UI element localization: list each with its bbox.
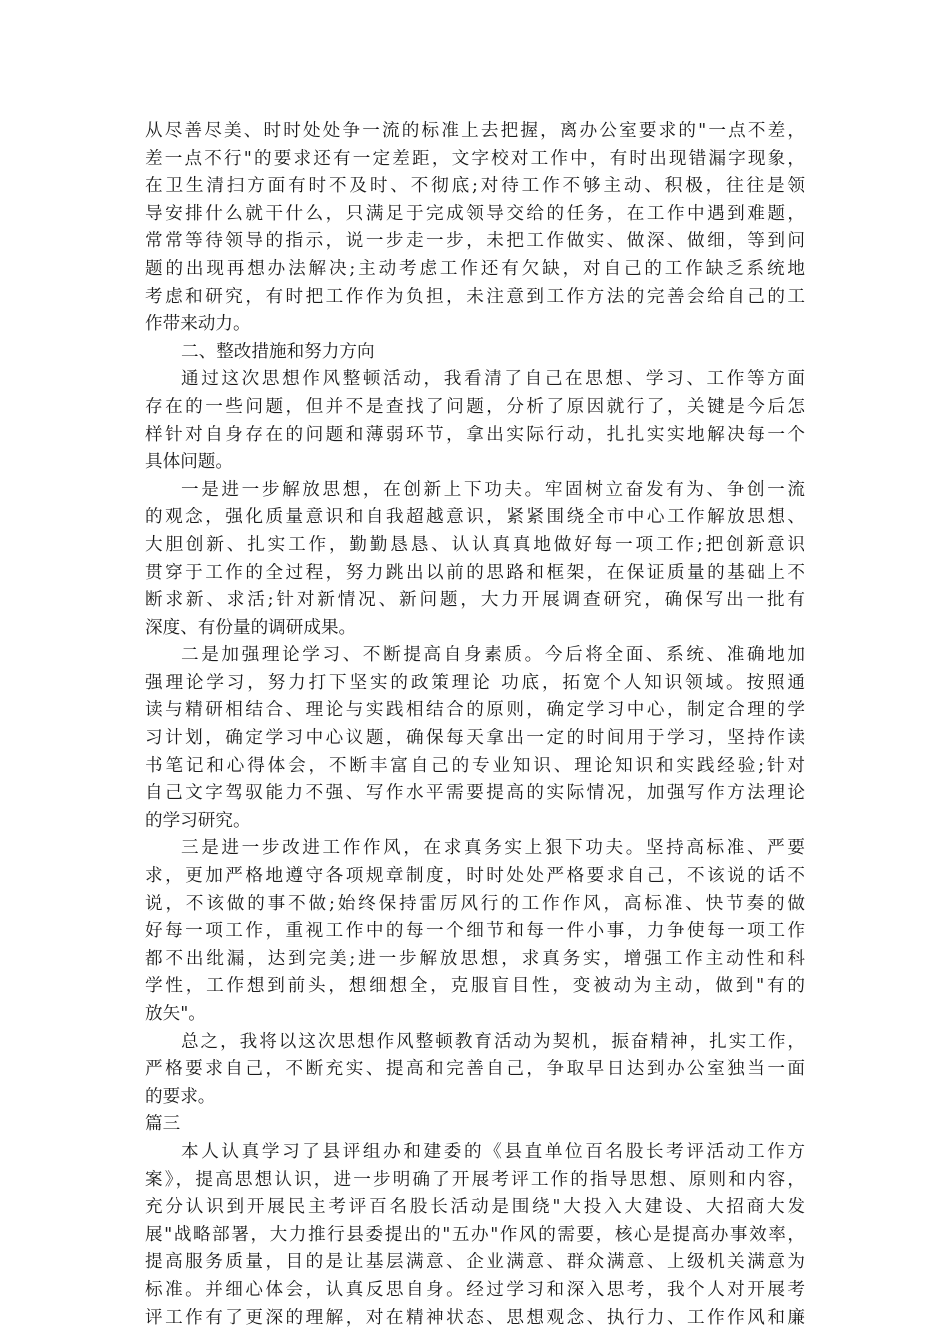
text-line: 书笔记和心得体会，不断丰富自己的专业知识、理论知识和实践经验;针对 (145, 755, 805, 776)
text-line: 习计划，确定学习中心议题，确保每天拿出一定的时间用于学习，坚持作读 (145, 728, 805, 749)
text-line: 评工作有了更深的理解，对在精神状态、思想观念、执行力、工作作风和廉 (145, 1307, 805, 1328)
text-line: 强理论学习，努力打下坚实的政策理论 功底，拓宽个人知识领域。按照通 (145, 672, 805, 693)
text-line: 总之，我将以这次思想作风整顿教育活动为契机，振奋精神，扎实工作， (181, 1031, 805, 1052)
text-line: 的学习研究。 (145, 810, 251, 831)
paragraph (145, 1139, 805, 1332)
text-line: 大胆创新、扎实工作，勤勤恳恳、认认真真地做好每一项工作;把创新意识 (145, 534, 805, 555)
paragraph (145, 477, 805, 643)
text-line: 深度、有份量的调研成果。 (145, 617, 357, 638)
text-line: 从尽善尽美、时时处处争一流的标准上去把握，离办公室要求的"一点不差， (145, 121, 805, 141)
text-line: 学性，工作想到前头，想细想全，克服盲目性，变被动为主动，做到"有的 (145, 976, 805, 997)
section-title (145, 1111, 805, 1139)
text-line: 的要求。 (145, 1086, 216, 1107)
text-line: 案》，提高思想认识，进一步明确了开展考评工作的指导思想、原则和内容， (145, 1169, 805, 1190)
document-page (145, 118, 805, 1332)
paragraph (145, 366, 805, 476)
text-line: 一是进一步解放思想，在创新上下功夫。牢固树立奋发有为、争创一流 (181, 479, 805, 500)
text-line: 本人认真学习了县评组办和建委的《县直单位百名股长考评活动工作方 (181, 1141, 805, 1162)
paragraph (145, 642, 805, 835)
section-heading (145, 339, 805, 367)
text-line: 说，不该做的事不做;始终保持雷厉风行的工作作风，高标准、快节奏的做 (145, 893, 805, 914)
text-line: 贯穿于工作的全过程，努力跳出以前的思路和框架，在保证质量的基础上不 (145, 562, 805, 583)
paragraph (145, 835, 805, 1028)
text-line: 篇三 (145, 1114, 181, 1135)
text-line: 三是进一步改进工作作风，在求真务实上狠下功夫。坚持高标准、严要 (181, 838, 805, 859)
text-line: 都不出纰漏，达到完美;进一步解放思想，求真务实，增强工作主动性和科 (145, 948, 805, 969)
paragraph (145, 1029, 805, 1112)
text-line: 充分认识到开展民主考评百名股长活动是围绕"大投入大建设、大招商大发 (145, 1197, 805, 1218)
text-line: 读与精研相结合、理论与实践相结合的原则，确定学习中心，制定合理的学 (145, 700, 805, 721)
text-line: 二、整改措施和努力方向 (181, 341, 375, 362)
text-line: 展"战略部署，大力推行县委提出的"五办"作风的需要，核心是提高办事效率， (145, 1224, 805, 1245)
paragraph (145, 118, 805, 339)
text-line: 考虑和研究，有时把工作作为负担，未注意到工作方法的完善会给自己的工 (145, 286, 805, 307)
text-line: 在卫生清扫方面有时不及时、不彻底;对待工作不够主动、积极，往往是领 (145, 176, 805, 197)
text-line: 求，更加严格地遵守各项规章制度，时时处处严格要求自己，不该说的话不 (145, 866, 805, 887)
text-line: 严格要求自己，不断充实、提高和完善自己，争取早日达到办公室独当一面 (145, 1059, 805, 1080)
text-line: 样针对自身存在的问题和薄弱环节，拿出实际行动，扎扎实实地解决每一个 (145, 424, 805, 445)
text-line: 的观念，强化质量意识和自我超越意识，紧紧围绕全市中心工作解放思想、 (145, 507, 805, 528)
text-line: 常常等待领导的指示，说一步走一步，未把工作做实、做深、做细，等到问 (145, 231, 805, 252)
text-line: 自己文字驾驭能力不强、写作水平需要提高的实际情况，加强写作方法理论 (145, 783, 805, 804)
text-line: 具体问题。 (145, 452, 233, 473)
text-line: 提高服务质量，目的是让基层满意、企业满意、群众满意、上级机关满意为 (145, 1252, 805, 1273)
text-line: 存在的一些问题，但并不是查找了问题，分析了原因就行了，关键是今后怎 (145, 396, 805, 417)
text-line: 二是加强理论学习、不断提高自身素质。今后将全面、系统、准确地加 (181, 645, 805, 666)
text-line: 导安排什么就干什么，只满足于完成领导交给的任务，在工作中遇到难题， (145, 203, 805, 224)
text-line: 标准。并细心体会，认真反思自身。经过学习和深入思考，我个人对开展考 (145, 1279, 805, 1300)
text-line: 作带来动力。 (145, 314, 251, 335)
text-line: 差一点不行"的要求还有一定差距，文字校对工作中，有时出现错漏字现象， (145, 148, 805, 169)
text-line: 好每一项工作，重视工作中的每一个细节和每一件小事，力争使每一项工作 (145, 921, 805, 942)
text-line: 断求新、求活;针对新情况、新问题，大力开展调查研究，确保写出一批有 (145, 590, 805, 611)
text-line: 通过这次思想作风整顿活动，我看清了自己在思想、学习、工作等方面 (181, 369, 805, 390)
text-line: 题的出现再想办法解决;主动考虑工作还有欠缺，对自己的工作缺乏系统地 (145, 258, 805, 279)
text-line: 放矢"。 (145, 1004, 206, 1024)
